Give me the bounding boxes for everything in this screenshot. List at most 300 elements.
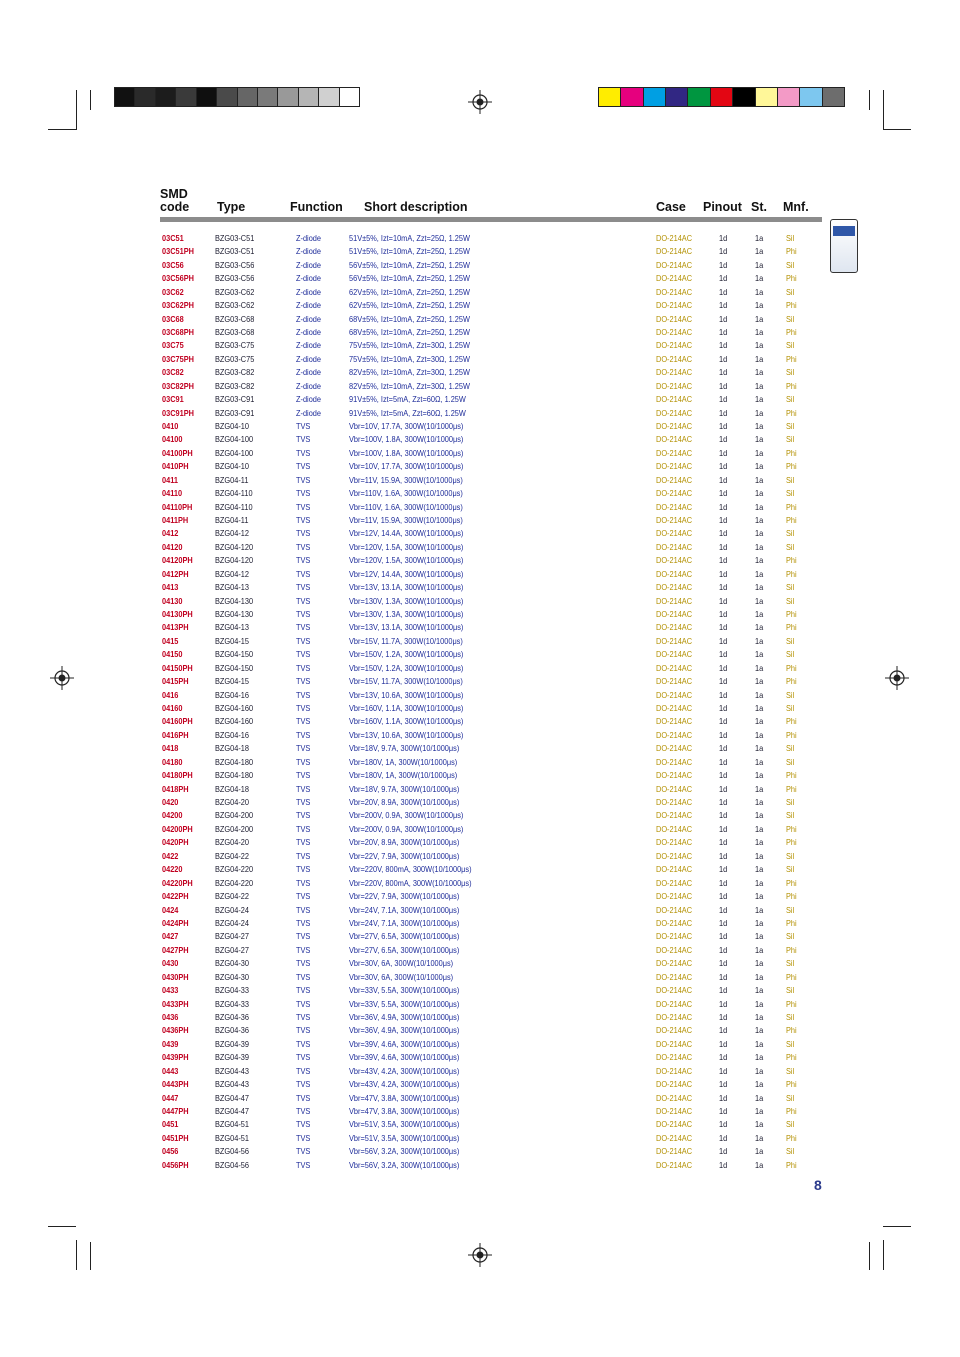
cell-pinout: 1d <box>719 1160 728 1170</box>
cell-pinout: 1d <box>719 516 728 526</box>
cell-mnf: Sil <box>786 475 795 485</box>
cell-type: BZG04-180 <box>215 757 254 767</box>
calibration-swatch <box>278 88 298 106</box>
cell-function: TVS <box>296 435 311 445</box>
cell-pinout: 1d <box>719 798 728 808</box>
registration-mark-icon <box>50 666 74 690</box>
cell-function: TVS <box>296 690 311 700</box>
calibration-swatch <box>319 88 339 106</box>
cell-type: BZG04-16 <box>215 690 250 700</box>
cell-mnf: Sil <box>786 395 795 405</box>
cell-mnf: Phi <box>786 663 797 673</box>
cell-function: TVS <box>296 1039 311 1049</box>
cell-type: BZG04-24 <box>215 918 250 928</box>
cell-function: TVS <box>296 771 311 781</box>
cell-st: 1a <box>755 677 764 687</box>
cell-case: DO-214AC <box>656 824 693 834</box>
cell-pinout: 1d <box>719 1120 728 1130</box>
cell-type: BZG04-110 <box>215 489 253 499</box>
cell-pinout: 1d <box>719 569 728 579</box>
cell-case: DO-214AC <box>656 650 693 660</box>
cell-case: DO-214AC <box>656 1133 693 1143</box>
cell-code: 04150PH <box>162 663 193 673</box>
cell-code: 0410PH <box>162 462 189 472</box>
cell-st: 1a <box>755 824 764 834</box>
calibration-swatch <box>340 88 359 106</box>
calibration-swatch <box>299 88 319 106</box>
cell-code: 04120PH <box>162 556 193 566</box>
cell-type: BZG04-20 <box>215 798 250 808</box>
cell-case: DO-214AC <box>656 314 693 324</box>
cell-st: 1a <box>755 368 764 378</box>
cell-st: 1a <box>755 287 764 297</box>
cell-type: BZG04-30 <box>215 959 250 969</box>
cell-pinout: 1d <box>719 730 728 740</box>
cell-description: 82V±5%, Izt=10mA, Zzt=30Ω, 1.25W <box>349 381 470 391</box>
cell-function: TVS <box>296 583 311 593</box>
cell-mnf: Sil <box>786 851 795 861</box>
cell-mnf: Phi <box>786 824 797 834</box>
cell-description: Vbr=27V, 6.5A, 300W(10/1000μs) <box>349 945 460 955</box>
cell-case: DO-214AC <box>656 435 693 445</box>
cell-pinout: 1d <box>719 381 728 391</box>
cell-mnf: Phi <box>786 1106 797 1116</box>
calibration-swatch <box>135 88 155 106</box>
cell-pinout: 1d <box>719 986 728 996</box>
cell-function: TVS <box>296 422 311 432</box>
cell-function: TVS <box>296 757 311 767</box>
cell-type: BZG03-C51 <box>215 234 255 243</box>
cell-pinout: 1d <box>719 932 728 942</box>
cell-type: BZG04-130 <box>215 596 254 606</box>
cell-code: 04110PH <box>162 502 193 512</box>
cell-type: BZG04-13 <box>215 583 250 593</box>
cell-type: BZG04-27 <box>215 945 250 955</box>
cell-function: TVS <box>296 556 311 566</box>
cell-function: TVS <box>296 905 311 915</box>
cell-function: TVS <box>296 516 311 526</box>
cell-type: BZG04-11 <box>215 475 249 485</box>
cell-function: TVS <box>296 717 311 727</box>
cell-st: 1a <box>755 435 764 445</box>
cell-case: DO-214AC <box>656 636 693 646</box>
cell-function: TVS <box>296 704 311 714</box>
cell-code: 0413PH <box>162 623 189 633</box>
cell-function: TVS <box>296 730 311 740</box>
cell-function: TVS <box>296 1026 311 1036</box>
cell-st: 1a <box>755 878 764 888</box>
cell-mnf: Sil <box>786 1066 795 1076</box>
cell-code: 04100 <box>162 435 183 445</box>
cell-pinout: 1d <box>719 368 728 378</box>
cell-description: 91V±5%, Izt=5mA, Zzt=60Ω, 1.25W <box>349 395 466 405</box>
calibration-swatch <box>197 88 217 106</box>
cell-description: Vbr=12V, 14.4A, 300W(10/1000μs) <box>349 569 464 579</box>
calibration-swatch <box>176 88 196 106</box>
cell-function: TVS <box>296 663 311 673</box>
cell-mnf: Phi <box>786 838 797 848</box>
calibration-swatch <box>156 88 176 106</box>
cell-mnf: Sil <box>786 690 795 700</box>
cell-pinout: 1d <box>719 583 728 593</box>
cell-pinout: 1d <box>719 704 728 714</box>
cell-description: Vbr=130V, 1.3A, 300W(10/1000μs) <box>349 596 464 606</box>
cell-function: TVS <box>296 972 311 982</box>
cell-type: BZG04-220 <box>215 878 254 888</box>
cell-st: 1a <box>755 1147 764 1157</box>
cell-description: Vbr=39V, 4.6A, 300W(10/1000μs) <box>349 1053 460 1063</box>
cell-mnf: Phi <box>786 1080 797 1090</box>
cell-case: DO-214AC <box>656 368 693 378</box>
cell-function: Z-diode <box>296 314 321 324</box>
cell-code: 0451PH <box>162 1133 189 1143</box>
cell-description: Vbr=51V, 3.5A, 300W(10/1000μs) <box>349 1120 460 1130</box>
cell-case: DO-214AC <box>656 918 693 928</box>
cell-case: DO-214AC <box>656 744 693 754</box>
cell-pinout: 1d <box>719 314 728 324</box>
cell-pinout: 1d <box>719 959 728 969</box>
cell-description: Vbr=110V, 1.6A, 300W(10/1000μs) <box>349 489 463 499</box>
cell-type: BZG03-C68 <box>215 314 255 324</box>
header-rule <box>160 217 822 222</box>
calibration-swatch <box>711 88 733 106</box>
cell-type: BZG04-27 <box>215 932 250 942</box>
cell-description: Vbr=20V, 8.9A, 300W(10/1000μs) <box>349 798 460 808</box>
cell-st: 1a <box>755 690 764 700</box>
cell-code: 0411 <box>162 475 178 485</box>
cell-case: DO-214AC <box>656 1160 693 1170</box>
cell-mnf: Phi <box>786 878 797 888</box>
cell-mnf: Sil <box>786 932 795 942</box>
cell-description: Vbr=20V, 8.9A, 300W(10/1000μs) <box>349 838 460 848</box>
cell-function: TVS <box>296 892 311 902</box>
cell-description: Vbr=220V, 800mA, 300W(10/1000μs) <box>349 865 472 875</box>
cell-type: BZG03-C56 <box>215 274 255 284</box>
cell-description: Vbr=18V, 9.7A, 300W(10/1000μs) <box>349 744 460 754</box>
calibration-swatch <box>115 88 135 106</box>
cell-function: TVS <box>296 798 311 808</box>
cell-st: 1a <box>755 851 764 861</box>
cell-function: TVS <box>296 945 311 955</box>
cell-pinout: 1d <box>719 663 728 673</box>
cell-code: 03C75PH <box>162 354 194 364</box>
cell-mnf: Sil <box>786 744 795 754</box>
cell-function: TVS <box>296 959 311 969</box>
cell-case: DO-214AC <box>656 1106 693 1116</box>
cell-mnf: Sil <box>786 1039 795 1049</box>
cell-function: TVS <box>296 636 311 646</box>
cell-code: 0415 <box>162 636 179 646</box>
cell-mnf: Sil <box>786 757 795 767</box>
cell-st: 1a <box>755 623 764 633</box>
cell-case: DO-214AC <box>656 556 693 566</box>
cell-st: 1a <box>755 354 764 364</box>
cell-pinout: 1d <box>719 462 728 472</box>
cell-pinout: 1d <box>719 757 728 767</box>
cell-code: 0420 <box>162 798 179 808</box>
cell-description: Vbr=100V, 1.8A, 300W(10/1000μs) <box>349 448 464 458</box>
cell-st: 1a <box>755 1120 764 1130</box>
cell-pinout: 1d <box>719 851 728 861</box>
cell-case: DO-214AC <box>656 610 693 620</box>
cell-st: 1a <box>755 381 764 391</box>
cell-description: Vbr=150V, 1.2A, 300W(10/1000μs) <box>349 650 464 660</box>
cell-st: 1a <box>755 341 764 351</box>
cell-pinout: 1d <box>719 1106 728 1116</box>
cell-case: DO-214AC <box>656 448 693 458</box>
cell-pinout: 1d <box>719 1133 728 1143</box>
cell-st: 1a <box>755 260 764 270</box>
cell-description: Vbr=10V, 17.7A, 300W(10/1000μs) <box>349 422 464 432</box>
cell-st: 1a <box>755 730 764 740</box>
cell-type: BZG04-18 <box>215 784 250 794</box>
cell-function: TVS <box>296 1012 311 1022</box>
cell-description: Vbr=24V, 7.1A, 300W(10/1000μs) <box>349 905 460 915</box>
cell-code: 03C51 <box>162 234 184 243</box>
cell-case: DO-214AC <box>656 1120 693 1130</box>
cell-st: 1a <box>755 932 764 942</box>
cell-mnf: Sil <box>786 811 795 821</box>
cell-pinout: 1d <box>719 771 728 781</box>
cell-description: 56V±5%, Izt=10mA, Zzt=25Ω, 1.25W <box>349 260 470 270</box>
cell-function: Z-diode <box>296 368 321 378</box>
cell-function: TVS <box>296 596 311 606</box>
cell-case: DO-214AC <box>656 798 693 808</box>
cell-code: 0413 <box>162 583 179 593</box>
cell-code: 0415PH <box>162 677 189 687</box>
cell-function: Z-diode <box>296 287 321 297</box>
cell-code: 0436 <box>162 1012 179 1022</box>
cell-st: 1a <box>755 234 764 243</box>
cell-code: 04180PH <box>162 771 193 781</box>
cell-mnf: Phi <box>786 677 797 687</box>
cell-case: DO-214AC <box>656 677 693 687</box>
cell-type: BZG04-130 <box>215 610 254 620</box>
cell-mnf: Sil <box>786 1012 795 1022</box>
cell-st: 1a <box>755 395 764 405</box>
cell-pinout: 1d <box>719 475 728 485</box>
cell-function: TVS <box>296 610 311 620</box>
header-smd: SMD <box>160 187 188 201</box>
cell-type: BZG04-43 <box>215 1066 250 1076</box>
calibration-swatch <box>778 88 800 106</box>
cell-pinout: 1d <box>719 301 728 311</box>
calibration-swatch <box>688 88 710 106</box>
cell-type: BZG04-39 <box>215 1039 250 1049</box>
cell-type: BZG04-100 <box>215 448 254 458</box>
cell-pinout: 1d <box>719 1053 728 1063</box>
cell-st: 1a <box>755 704 764 714</box>
cell-case: DO-214AC <box>656 1066 693 1076</box>
cell-code: 0456 <box>162 1147 179 1157</box>
cell-mnf: Phi <box>786 945 797 955</box>
cell-description: Vbr=36V, 4.9A, 300W(10/1000μs) <box>349 1012 460 1022</box>
cell-st: 1a <box>755 542 764 552</box>
cell-function: TVS <box>296 1160 311 1170</box>
cell-function: TVS <box>296 529 311 539</box>
cell-code: 03C51PH <box>162 247 194 257</box>
cell-case: DO-214AC <box>656 623 693 633</box>
cell-mnf: Phi <box>786 1053 797 1063</box>
cell-pinout: 1d <box>719 596 728 606</box>
cell-type: BZG04-56 <box>215 1147 250 1157</box>
cell-type: BZG04-11 <box>215 516 249 526</box>
cell-pinout: 1d <box>719 1066 728 1076</box>
cell-code: 04220PH <box>162 878 193 888</box>
cell-case: DO-214AC <box>656 583 693 593</box>
cell-mnf: Sil <box>786 650 795 660</box>
cell-function: TVS <box>296 542 311 552</box>
cell-description: 56V±5%, Izt=10mA, Zzt=25Ω, 1.25W <box>349 274 470 284</box>
cell-type: BZG04-47 <box>215 1093 250 1103</box>
cell-pinout: 1d <box>719 811 728 821</box>
cell-description: Vbr=180V, 1A, 300W(10/1000μs) <box>349 757 458 767</box>
cell-mnf: Phi <box>786 717 797 727</box>
cell-case: DO-214AC <box>656 892 693 902</box>
cell-mnf: Phi <box>786 730 797 740</box>
cell-mnf: Phi <box>786 972 797 982</box>
cell-description: Vbr=200V, 0.9A, 300W(10/1000μs) <box>349 811 464 821</box>
cell-st: 1a <box>755 811 764 821</box>
cell-description: 51V±5%, Izt=10mA, Zzt=25Ω, 1.25W <box>349 234 470 243</box>
cell-description: 68V±5%, Izt=10mA, Zzt=25Ω, 1.25W <box>349 314 470 324</box>
cell-st: 1a <box>755 784 764 794</box>
cell-case: DO-214AC <box>656 1080 693 1090</box>
cell-mnf: Sil <box>786 905 795 915</box>
cell-pinout: 1d <box>719 623 728 633</box>
crop-mark <box>76 90 77 130</box>
cell-st: 1a <box>755 1026 764 1036</box>
cell-st: 1a <box>755 865 764 875</box>
cell-code: 04180 <box>162 757 183 767</box>
crop-mark <box>883 90 884 130</box>
cell-case: DO-214AC <box>656 234 693 243</box>
cell-st: 1a <box>755 717 764 727</box>
cell-description: Vbr=12V, 14.4A, 300W(10/1000μs) <box>349 529 464 539</box>
cell-function: TVS <box>296 744 311 754</box>
cell-case: DO-214AC <box>656 1012 693 1022</box>
cell-function: TVS <box>296 1066 311 1076</box>
cell-description: 62V±5%, Izt=10mA, Zzt=25Ω, 1.25W <box>349 301 470 311</box>
cell-description: Vbr=110V, 1.6A, 300W(10/1000μs) <box>349 502 463 512</box>
cell-code: 0418 <box>162 744 179 754</box>
cell-case: DO-214AC <box>656 690 693 700</box>
cell-description: Vbr=160V, 1.1A, 300W(10/1000μs) <box>349 704 464 714</box>
cell-pinout: 1d <box>719 784 728 794</box>
cell-case: DO-214AC <box>656 422 693 432</box>
cell-code: 0412 <box>162 529 179 539</box>
cell-type: BZG04-13 <box>215 623 250 633</box>
cell-function: TVS <box>296 811 311 821</box>
cell-mnf: Sil <box>786 596 795 606</box>
cell-type: BZG04-43 <box>215 1080 250 1090</box>
cell-description: Vbr=13V, 10.6A, 300W(10/1000μs) <box>349 730 464 740</box>
cell-case: DO-214AC <box>656 905 693 915</box>
cell-function: TVS <box>296 865 311 875</box>
cell-code: 0422PH <box>162 892 189 902</box>
cell-mnf: Sil <box>786 314 795 324</box>
cell-st: 1a <box>755 462 764 472</box>
cell-function: TVS <box>296 623 311 633</box>
cell-pinout: 1d <box>719 422 728 432</box>
cell-code: 03C82 <box>162 368 184 378</box>
calibration-swatch <box>823 88 844 106</box>
calibration-swatch <box>217 88 237 106</box>
cell-st: 1a <box>755 408 764 418</box>
cell-description: Vbr=27V, 6.5A, 300W(10/1000μs) <box>349 932 460 942</box>
cell-code: 04160PH <box>162 717 193 727</box>
cell-description: Vbr=51V, 3.5A, 300W(10/1000μs) <box>349 1133 460 1143</box>
cell-code: 0430 <box>162 959 179 969</box>
cell-case: DO-214AC <box>656 757 693 767</box>
package-thumbnail-icon <box>830 219 858 273</box>
crop-mark <box>48 1226 76 1227</box>
cell-case: DO-214AC <box>656 502 693 512</box>
calibration-swatch <box>800 88 822 106</box>
cell-code: 03C91PH <box>162 408 194 418</box>
cell-description: Vbr=39V, 4.6A, 300W(10/1000μs) <box>349 1039 460 1049</box>
cell-pinout: 1d <box>719 542 728 552</box>
cell-type: BZG03-C75 <box>215 341 255 351</box>
cell-st: 1a <box>755 771 764 781</box>
cell-description: Vbr=120V, 1.5A, 300W(10/1000μs) <box>349 556 464 566</box>
cell-code: 0411PH <box>162 516 189 526</box>
cell-function: TVS <box>296 878 311 888</box>
cell-description: Vbr=47V, 3.8A, 300W(10/1000μs) <box>349 1106 460 1116</box>
cell-code: 04120 <box>162 542 183 552</box>
calibration-swatch <box>756 88 778 106</box>
cell-pinout: 1d <box>719 824 728 834</box>
cell-mnf: Sil <box>786 583 795 593</box>
cell-st: 1a <box>755 583 764 593</box>
cell-pinout: 1d <box>719 905 728 915</box>
cell-code: 03C56 <box>162 260 184 270</box>
cell-st: 1a <box>755 556 764 566</box>
cell-type: BZG04-100 <box>215 435 254 445</box>
cell-code: 0422 <box>162 851 179 861</box>
grayscale-calibration-bar <box>114 87 360 107</box>
cell-description: 75V±5%, Izt=10mA, Zzt=30Ω, 1.25W <box>349 354 470 364</box>
cell-mnf: Phi <box>786 448 797 458</box>
cell-pinout: 1d <box>719 918 728 928</box>
cell-mnf: Sil <box>786 1093 795 1103</box>
cell-function: TVS <box>296 986 311 996</box>
cell-function: Z-diode <box>296 354 321 364</box>
cell-st: 1a <box>755 610 764 620</box>
cell-function: Z-diode <box>296 260 321 270</box>
cell-pinout: 1d <box>719 448 728 458</box>
cell-st: 1a <box>755 448 764 458</box>
cell-code: 04130PH <box>162 610 193 620</box>
cell-function: Z-diode <box>296 247 321 257</box>
cell-type: BZG04-15 <box>215 677 250 687</box>
cell-type: BZG03-C82 <box>215 381 255 391</box>
cell-pinout: 1d <box>719 328 728 337</box>
cell-description: Vbr=220V, 800mA, 300W(10/1000μs) <box>349 878 472 888</box>
cell-st: 1a <box>755 274 764 284</box>
cell-type: BZG03-C56 <box>215 260 255 270</box>
cell-pinout: 1d <box>719 1080 728 1090</box>
cell-description: 51V±5%, Izt=10mA, Zzt=25Ω, 1.25W <box>349 247 470 257</box>
cell-mnf: Phi <box>786 1160 797 1170</box>
crop-mark <box>90 1242 91 1270</box>
cell-pinout: 1d <box>719 502 728 512</box>
cell-description: Vbr=22V, 7.9A, 300W(10/1000μs) <box>349 851 460 861</box>
cell-mnf: Phi <box>786 610 797 620</box>
cell-mnf: Sil <box>786 435 795 445</box>
cell-pinout: 1d <box>719 395 728 405</box>
cell-code: 0433 <box>162 986 179 996</box>
